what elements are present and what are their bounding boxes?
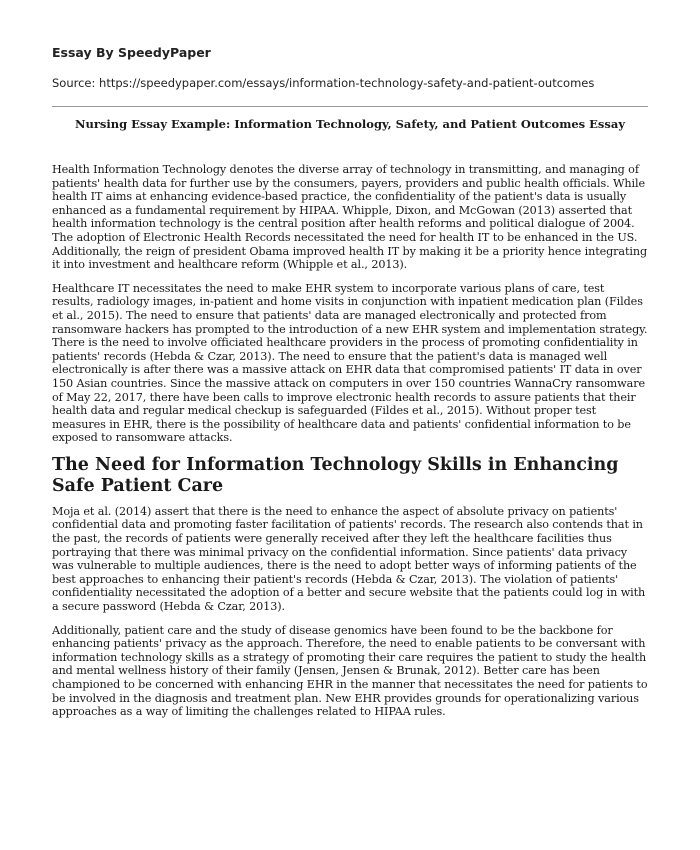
section-heading: The Need for Information Technology Skills in Enhancing Safe Patient Care <box>52 454 619 496</box>
document-title: Nursing Essay Example: Information Technology, Safety, and Patient Outcomes Essay <box>74 117 626 131</box>
section-paragraph-1: Moja et al. (2014) assert that there is the need to enhance the aspect of absolute privacy on patients' confidential data and promoting faster facilitation of patients' records. The research also contends that in the past, the records of patients were generally received after they left the healthcare facilities thus portraying that there was minimal privacy on the confidential information. Since patients' data privacy was vulnerable to multiple audiences, there is the need to adopt better ways of informing patients of the best approaches to enhancing their patient's records (Hebda & Czar, 2013). The violation of patients' confidentiality necessitated the adoption of a better and secure website that the patients could log in with a secure password (Hebda & Czar, 2013). <box>52 504 646 614</box>
section-paragraph-2: Additionally, patient care and the study of disease genomics have been found to be the backbone for enhancing patients' privacy as the approach. Therefore, the need to enable patients to be conversant with information technology skills as a strategy of promoting their care requires the patient to study the health and mental wellness history of their family (Jensen, Jensen & Brunak, 2012). Better care has been championed to be concerned with enhancing EHR in the manner that necessitates the need for patients to be involved in the diagnosis and treatment plan. New EHR provides grounds for operationalizing various approaches as a way of limiting the challenges related to HIPAA rules. <box>52 623 648 719</box>
intro-paragraph-2: Healthcare IT necessitates the need to make EHR system to incorporate various plans of care, test results, radiology images, in-patient and home visits in conjunction with inpatient medication plan (Fildes et al., 2015). The need to ensure that patients' data are managed electronically and protected from ransomware hackers has prompted to the introduction of a new EHR system and implementation strategy. There is the need to involve officiated healthcare providers in the process of promoting confidentiality in patients' records (Hebda & Czar, 2013). The need to ensure that the patient's data is managed well electronically is after there was a massive attack on EHR data that compromised patients' IT data in over 150 Asian countries. Since the massive attack on computers in over 150 countries WannaCry ransomware of May 22, 2017, there have been calls to improve electronic health records to assure patients that their health data and regular medical checkup is safeguarded (Fildes et al., 2015). Without proper test measures in EHR, there is the possibility of healthcare data and patients' confidential information to be exposed to ransomware attacks. <box>52 281 648 445</box>
header-divider <box>52 106 648 107</box>
source-url[interactable]: Source: https://speedypaper.com/essays/information-technology-safety-and-patient-outcomes <box>52 76 595 90</box>
brand-label: Essay By SpeedyPaper <box>52 45 211 60</box>
intro-paragraph-1: Health Information Technology denotes the diverse array of technology in transmitting, and managing of patients' health data for further use by the consumers, payers, providers and public health officials. While health IT aims at enhancing evidence-based practice, the confidentiality of the patient's data is usually enhanced as a fundamental requirement by HIPAA. Whipple, Dixon, and McGowan (2013) asserted that health information technology is the central position after health reforms and political dialogue of 2004. The adoption of Electronic Health Records necessitated the need for health IT to be enhanced in the US. Additionally, the reign of president Obama improved health IT by making it be a priority hence integrating it into investment and healthcare reform (Whipple et al., 2013). <box>52 163 648 272</box>
